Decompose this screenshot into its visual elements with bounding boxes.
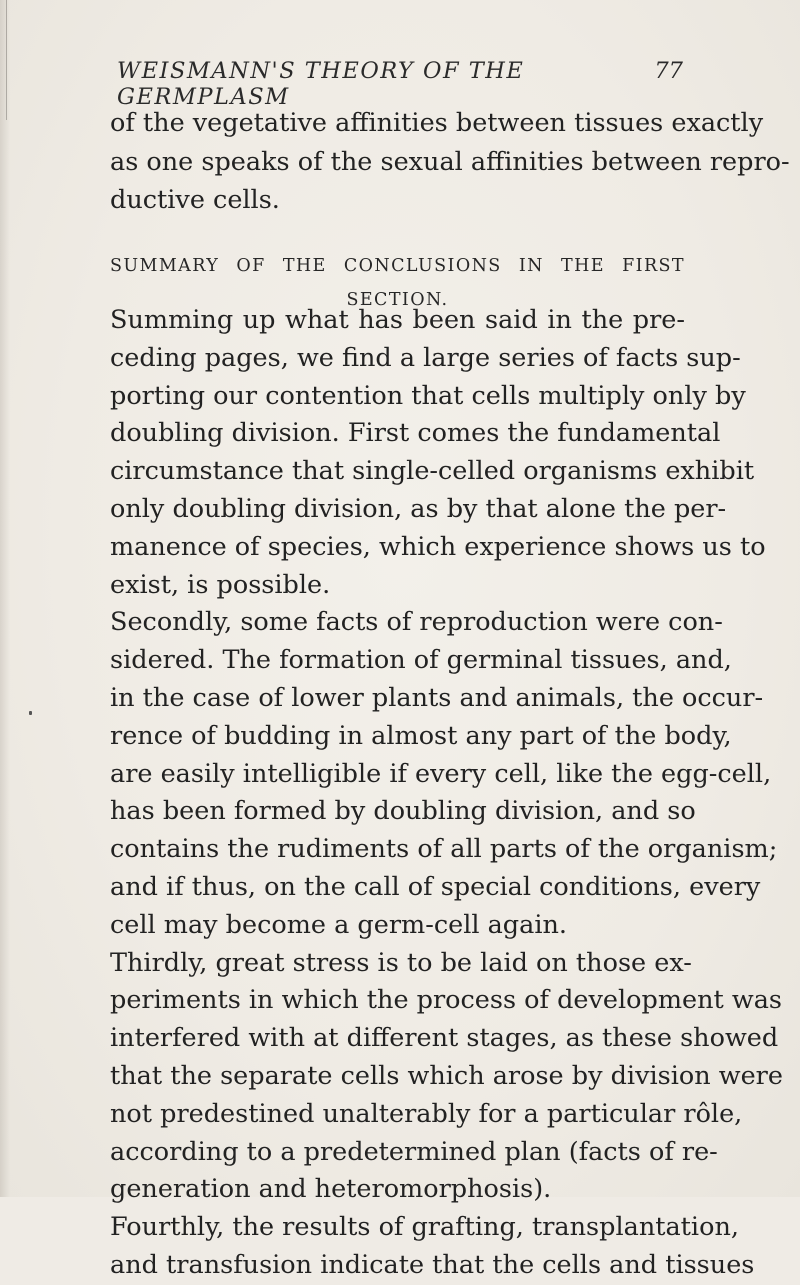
text-line: ductive cells. [110,185,280,215]
section-heading-line-2: SECTION. [346,290,449,310]
text-line: contains the rudiments of all parts of the organism; [110,834,778,865]
section-heading-line-1: SUMMARY OF THE CONCLUSIONS IN THE FIRST [110,256,685,276]
text-line: in the case of lower plants and animals, the occur- [110,682,764,713]
text-line: porting our contention that cells multiply only by [110,380,746,411]
text-line: rence of budding in almost any part of the body, [110,720,732,751]
text-line: circumstance that single-celled organisms exhibit [110,456,755,487]
text-line: doubling division. First comes the fundamental [110,418,721,449]
running-head [117,52,683,110]
text-line: as one speaks of the sexual affinities between repro- [110,146,790,177]
text-line: Secondly, some facts of reproduction were con- [110,607,723,638]
text-line: not predestined unalterably for a particular rôle, [110,1098,743,1129]
ink-speck [29,711,32,715]
gutter-shadow [0,0,10,1197]
text-line: periments in which the process of development was [110,985,782,1016]
text-line: Fourthly, the results of grafting, transplantation, [110,1212,739,1243]
text-line: has been formed by doubling division, and so [110,796,696,827]
text-line: and if thus, on the call of special conditions, every [110,871,761,902]
text-line: ceding pages, we find a large series of facts sup- [110,342,741,373]
text-line: are easily intelligible if every cell, like the egg-cell, [110,758,772,789]
text-line: cell may become a germ-cell again. [110,909,568,940]
text-line: sidered. The formation of germinal tissues, and, [110,645,732,676]
summary-body [110,302,783,1285]
text-line: interfered with at different stages, as these showed [110,1023,779,1054]
running-title: WEISMANN'S THEORY OF THE GERMPLASM [117,58,525,110]
text-line: exist, is possible. [110,569,331,600]
page-number: 77 [654,58,683,84]
gutter-line [6,0,7,120]
text-line: according to a predetermined plan (facts of re- [110,1136,718,1167]
text-line: of the vegetative affinities between tissues exactly [110,108,764,138]
text-line: only doubling division, as by that alone the per- [110,493,727,524]
text-line: and transfusion indicate that the cells and tissues [110,1249,755,1280]
text-line: that the separate cells which arose by division were [110,1060,783,1091]
intro-paragraph [110,104,790,220]
text-line: generation and heteromorphosis). [110,1174,552,1205]
text-line: manence of species, which experience shows us to [110,531,766,562]
text-line: Summing up what has been said in the pre- [110,305,685,335]
text-line: Thirdly, great stress is to be laid on those ex- [110,947,692,978]
